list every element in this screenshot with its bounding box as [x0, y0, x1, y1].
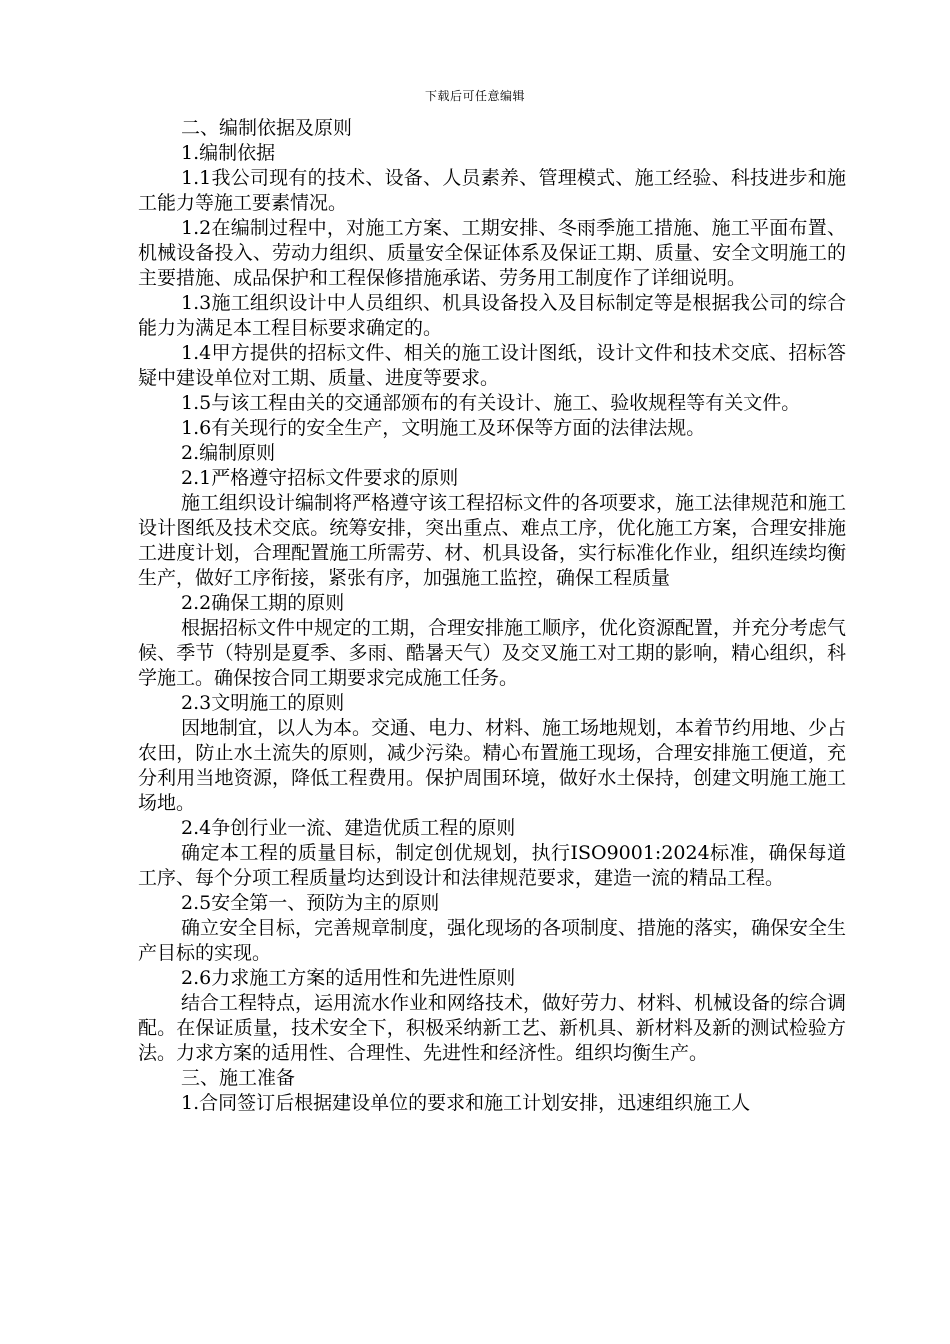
- item-heading: 2.6力求施工方案的适用性和先进性原则: [181, 967, 516, 989]
- item-heading: 2.1严格遵守招标文件要求的原则: [181, 467, 459, 489]
- subsection-heading: 1.编制依据: [181, 142, 276, 164]
- paragraph: 1.2在编制过程中，对施工方案、工期安排、冬雨季施工措施、施工平面布置、机械设备投入、劳动力组织、质量安全保证体系及保证工期、质量、安全文明施工的主要措施、成品保护和工程保修措施承诺、劳务用工制度作了详细说明。: [138, 217, 846, 289]
- section-heading: 二、编制依据及原则: [181, 117, 353, 139]
- paragraph: 施工组织设计编制将严格遵守该工程招标文件的各项要求，施工法律规范和施工设计图纸及技术交底。统筹安排，突出重点、难点工序，优化施工方案，合理安排施工进度计划，合理配置施工所需劳、材、机具设备，实行标准化作业，组织连续均衡生产，做好工序衔接，紧张有序，加强施工监控，确保工程质量: [138, 492, 847, 589]
- paragraph: 1.合同签订后根据建设单位的要求和施工计划安排，迅速组织施工人: [181, 1092, 751, 1114]
- paragraph: 1.3施工组织设计中人员组织、机具设备投入及目标制定等是根据我公司的综合能力为满足本工程目标要求确定的。: [138, 292, 846, 339]
- item-heading: 2.5安全第一、预防为主的原则: [181, 892, 440, 914]
- download-note: 下载后可任意编辑: [424, 89, 525, 103]
- paragraph: 确定本工程的质量目标，制定创优规划，执行ISO9001:2024标准，确保每道工序、每个分项工程质量均达到设计和法律规范要求，建造一流的精品工程。: [138, 842, 846, 889]
- item-heading: 2.2确保工期的原则: [181, 592, 345, 614]
- paragraph: 1.4甲方提供的招标文件、相关的施工设计图纸，设计文件和技术交底、招标答疑中建设单位对工期、质量、进度等要求。: [138, 342, 846, 389]
- paragraph: 根据招标文件中规定的工期，合理安排施工顺序，优化资源配置，并充分考虑气候、季节（特别是夏季、多雨、酷暑天气）及交叉施工对工期的影响，精心组织，科学施工。确保按合同工期要求完成施工任务。: [138, 617, 847, 689]
- paragraph: 1.6有关现行的安全生产，文明施工及环保等方面的法律法规。: [181, 417, 706, 439]
- paragraph: 确立安全目标，完善规章制度，强化现场的各项制度、措施的落实，确保安全生产目标的实现。: [138, 917, 847, 964]
- paragraph: 1.5与该工程由关的交通部颁布的有关设计、施工、验收规程等有关文件。: [181, 392, 801, 414]
- paragraph: 因地制宜，以人为本。交通、电力、材料、施工场地规划，本着节约用地、少占农田，防止水土流失的原则，减少污染。精心布置施工现场，合理安排施工便道，充分利用当地资源，降低工程费用。保护周围环境，做好水土保持，创建文明施工施工场地。: [138, 717, 847, 814]
- item-heading: 2.4争创行业一流、建造优质工程的原则: [181, 817, 516, 839]
- paragraph: 结合工程特点，运用流水作业和网络技术，做好劳力、材料、机械设备的综合调配。在保证质量，技术安全下，积极采纳新工艺、新机具、新材料及新的测试检验方法。力求方案的适用性、合理性、先进性和经济性。组织均衡生产。: [138, 992, 847, 1064]
- paragraph: 1.1我公司现有的技术、设备、人员素养、管理模式、施工经验、科技进步和施工能力等施工要素情况。: [138, 167, 846, 214]
- subsection-heading: 2.编制原则: [181, 442, 276, 464]
- section-heading: 三、施工准备: [181, 1067, 296, 1089]
- item-heading: 2.3文明施工的原则: [181, 692, 345, 714]
- document-body: [138, 116, 846, 1116]
